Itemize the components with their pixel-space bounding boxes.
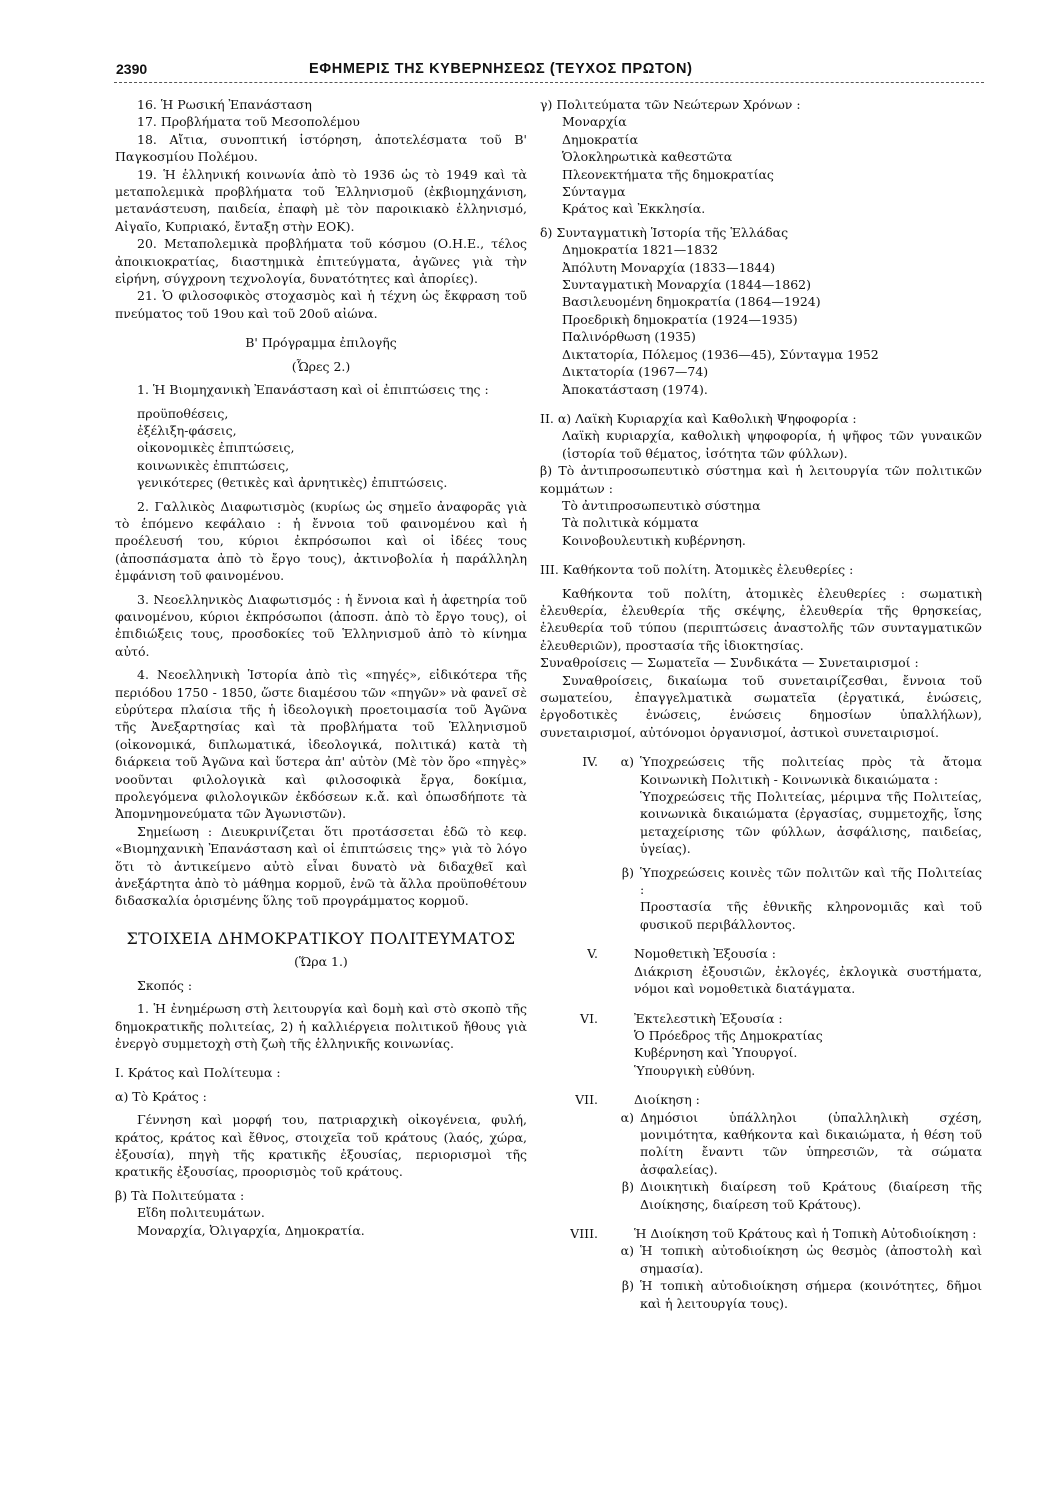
header-rule [114,82,984,83]
topic-18: 18. Αἴτια, συνοπτική ἱστόρηση, ἀποτελέσματα τοῦ Β' Παγκοσμίου Πολέμου. [115,131,527,165]
part4-alpha-title: Ὑποχρεώσεις τῆς πολιτείας πρὸς τὰ ἄτομα Κοινωνικὴ Πολιτικὴ - Κοινωνικὰ δικαιώματα : [640,754,982,787]
polity-types-list: Μοναρχία, Ὀλιγαρχία, Δημοκρατία. [137,1222,365,1238]
part5-section [540,945,982,997]
gamma-list-item: Μοναρχία [562,114,627,130]
part5-paragraph: Διάκριση ἐξουσιῶν, ἐκλογές, ἐκλογικὰ συστήματα, νόμοι καὶ νομοθετικὰ διατάγματα. [634,963,982,997]
part4-numeral: IV. [582,754,598,770]
part2-beta-title: β) Τὸ ἀντιπροσωπευτικὸ σύστημα καὶ ἡ λειτουργία τῶν πολιτικῶν κομμάτων : [540,463,982,496]
part7-numeral: VII. [575,1092,598,1108]
state-subtitle: α) Τὸ Κράτος : [115,1088,207,1104]
left-column [115,96,527,1239]
part4-alpha-mark: α) [620,754,634,770]
part6-numeral: VI. [580,1010,598,1026]
delta-list-item: Ἀπόλυτη Μοναρχία (1833—1844) [562,259,776,275]
part7-alpha-mark: α) [620,1109,634,1125]
part8-alpha-paragraph: Ἡ τοπικὴ αὐτοδιοίκηση ὡς θεσμὸς (ἀποστολὴ καὶ σημασία). [640,1243,982,1276]
page-header [114,55,984,85]
topic-16: 16. Ἡ Ρωσική Ἐπανάσταση [137,97,312,112]
part6-list-item: Ὑπουργικὴ εὐθύνη. [634,1062,756,1078]
journal-title: ΕΦΗΜΕΡΙΣ ΤΗΣ ΚΥΒΕΡΝΗΣΕΩΣ (ΤΕΥΧΟΣ ΠΡΩΤΟΝ) [309,61,693,77]
part7-beta-paragraph: Διοικητικὴ διαίρεση τοῦ Κράτους (διαίρεση τῆς Διοίκησης, διαίρεση τοῦ Κράτους). [640,1179,982,1212]
part3-paragraph: Καθήκοντα τοῦ πολίτη, ἀτομικὲς ἐλευθερίες : σωματικὴ ἐλευθερία, ἐλευθερία τῆς σκέψης, ἐλευθερία τῆς θρησκείας, ἐλευθερία τοῦ τύπου (περιπτώσεις ἀναστολῆς τῶν συνταγματικῶν ἐλευθεριῶν), προστασία τῆς ἰδιοκτησίας. [540,585,982,653]
part4-beta-mark: β) [621,864,634,880]
delta-list-item: Προεδρικὴ δημοκρατία (1924—1935) [562,311,798,327]
item2-paragraph: 2. Γαλλικὸς Διαφωτισμὸς (κυρίως ὡς σημεῖο ἀναφορᾶς γιὰ τὸ ἑπόμενο κεφάλαιο : ἡ ἔννοια τοῦ φαινομένου καὶ ἡ προέλευσή του, κύριοι ἐκπρόσωποι καὶ οἱ ἰδέες τους (ἀποσπάσματα ἀπὸ τὸ ἔργο τους), ἀκτινοβολία ἡ παράλληλη ἐμφάνιση τοῦ φαινομένου. [115,498,527,584]
item4-paragraph: 4. Νεοελληνικὴ Ἱστορία ἀπὸ τὶς «πηγές», εἰδικότερα τῆς περιόδου 1750 - 1850, ὥστε διαμέσου τῶν «πηγῶν» νὰ φανεῖ σὲ εὐρύτερα πλαίσια τῆς ἡ ἰδεολογικὴ προετοιμασία τοῦ Ἀγῶνα τῆς Ἀνεξαρτησίας καὶ τὰ προβλήματα τοῦ Ἑλληνισμοῦ (οἰκονομικά, διπλωματικά, ἰδεολογικά, πολιτικά) κατὰ τὴ διάρκεια τοῦ Ἀγῶνα καὶ ὕστερα ἀπ' αὐτὸν (Μὲ τὸν ὅρο «πηγὲς» νοοῦνται φιλολογικὰ καὶ φιλοσοφικὰ ἔργα, δοκίμια, προλεγόμενα φιλολογικῶν ἐκδόσεων κ.ἄ. καὶ ὁπωσδήποτε τὰ Ἀπομνημονεύματα τῶν Ἀγωνιστῶν). [115,667,527,822]
part4-alpha-paragraph: Ὑποχρεώσεις τῆς Πολιτείας, μέριμνα τῆς Πολιτείας, κοινωνικὰ δικαιώματα (ἐργασίας, συμμετοχῆς, ἴσης μεταχείρισης τῶν φύλλων, ἀσφάλισης, παιδείας, ὑγείας). [640,789,982,857]
polity-types-heading: Εἴδη πολιτευμάτων. [137,1205,265,1221]
delta-title: δ) Συνταγματικὴ Ἱστορία τῆς Ἑλλάδας [540,224,789,240]
part8-alpha-mark: α) [620,1243,634,1259]
part5-numeral: V. [587,946,598,962]
delta-list-item: Συνταγματικὴ Μοναρχία (1844—1862) [562,277,811,293]
item1-list-item: προϋποθέσεις, [137,405,229,421]
item3-paragraph: 3. Νεοελληνικὸς Διαφωτισμός : ἡ ἔννοια καὶ ἡ ἀφετηρία τοῦ φαινομένου, κύριοι ἐκπρόσωποι (ἀποσπ. ἀπὸ τὸ ἔργο τους), οἱ ἐπιδιώξεις τους, προσδοκίες τοῦ Ἑλληνισμοῦ ἀπὸ τὸ κίνημα αὐτό. [115,591,527,659]
part7-beta-mark: β) [621,1179,634,1195]
part6-title: Ἐκτελεστικὴ Ἐξουσία : [634,1010,783,1026]
part3-unions-paragraph: Συναθροίσεις, δικαίωμα τοῦ συνεταιρίζεσθαι, ἔννοια τοῦ σωματείου, ἐπαγγελματικὰ σωματεῖα (ἐργατικά, ἑνώσεις, ἐργοδοτικὲς ἑνώσεις, ἑνώσεις δημοσίων ὑπαλλήλων), συνεταιρισμοί, αὐτόνομοι ὀργανισμοί, ἀστικοὶ συνεταιρισμοί. [540,672,982,740]
part1-title: Ι. Κράτος καὶ Πολίτευμα : [115,1065,281,1081]
note-paragraph: Σημείωση : Διευκρινίζεται ὅτι προτάσσεται ἐδῶ τὸ κεφ. «Βιομηχανικὴ Ἐπανάσταση καὶ οἱ ἐπιπτώσεις της» γιὰ τὸ λόγο ὅτι τὸ ἀντικείμενο αὐτὸ εἶναι δυνατὸ νὰ διδαχθεῖ καὶ ἀνεξάρτητα ἀπὸ τὸ μάθημα κορμοῦ, ἐνῶ τὰ ἄλλα προϋποθέτουν διδασκαλία ὁρισμένης ὕλης τοῦ προγράμματος κορμοῦ. [115,823,527,909]
topic-20: 20. Μεταπολεμικὰ προβλήματα τοῦ κόσμου (Ο.Η.Ε., τέλος ἀποικιοκρατίας, διαστημικὰ ἐπιτεύγματα, ἀγῶνες γιὰ τὴν εἰρήνη, σύγχρονη τεχνολογία, δυνατότητες καὶ ἀπορίες). [115,236,527,287]
delta-list-item: Ἀποκατάσταση (1974). [562,381,708,397]
part3-unions-title: Συναθροίσεις — Σωματεῖα — Συνδικάτα — Συνεταιρισμοί : [540,655,919,671]
part8-beta-mark: β) [621,1278,634,1294]
part2-paragraph: Λαϊκὴ κυριαρχία, καθολικὴ ψηφοφορία, ἡ ψῆφος τῶν γυναικῶν (ἱστορία τοῦ θέματος, ἰσότητα τῶν φύλλων). [562,428,982,461]
gamma-list-item: Σύνταγμα [562,184,626,200]
gamma-list-item: Κράτος καὶ Ἐκκλησία. [562,201,706,217]
delta-list-item: Βασιλευομένη δημοκρατία (1864—1924) [562,294,821,310]
state-paragraph: Γέννηση καὶ μορφή του, πατριαρχικὴ οἰκογένεια, φυλή, κράτος, κράτος καὶ ἔθνος, στοιχεῖα τοῦ κράτους (λαός, χώρα, ἐξουσία), πηγὴ τῆς κρατικῆς ἐξουσίας, περιορισμοὶ τῆς κρατικῆς ἐξουσίας, προορισμὸς τοῦ κράτους. [115,1112,527,1180]
part3-title: ΙΙΙ. Καθήκοντα τοῦ πολίτη. Ἀτομικὲς ἐλευθερίες : [540,562,854,578]
part4-beta-paragraph: Προστασία τῆς ἐθνικῆς κληρονομιᾶς καὶ τοῦ φυσικοῦ περιβάλλοντος. [640,899,982,932]
part6-section [540,1010,982,1080]
delta-list-item: Δημοκρατία 1821—1832 [562,242,719,258]
part7-alpha-paragraph: Δημόσιοι ὑπάλληλοι (ὑπαλληλικὴ σχέση, μονιμότητα, καθήκοντα καὶ δικαιώματα, ἡ θέση τοῦ πολίτη ἔναντι τῶν ὑπηρεσιῶν, τὰ σώματα ἀσφαλείας). [640,1109,982,1177]
part8-section [540,1225,982,1312]
part6-list-item: Κυβέρνηση καὶ Ὑπουργοί. [634,1045,798,1061]
part7-title: Διοίκηση : [634,1092,700,1108]
delta-list-item: Δικτατορία, Πόλεμος (1936—45), Σύνταγμα 1952 [562,346,879,362]
item1-heading: 1. Ἡ Βιομηχανικὴ Ἐπανάσταση καὶ οἱ ἐπιπτώσεις της : [137,382,489,398]
gamma-list-item: Ὁλοκληρωτικὰ καθεστῶτα [562,149,733,165]
delta-list-item: Παλινόρθωση (1935) [562,329,696,345]
part6-list-item: Ὁ Πρόεδρος τῆς Δημοκρατίας [634,1027,823,1043]
page-number: 2390 [116,61,148,77]
section-hours: (Ὥρα 1.) [294,954,348,970]
topic-19: 19. Ἡ ἑλληνική κοινωνία ἀπὸ τὸ 1936 ὡς τὸ 1949 καὶ τὰ μεταπολεμικὰ προβλήματα τοῦ Ἑλληνισμοῦ (ἐκβιομηχάνιση, μετανάστευση, παιδεία, ἐπαφὴ μὲ τὸν παροικιακὸ ἑλληνισμό, Αἰγαῖο, Κυπριακό, ἔνταξη στὴν ΕΟΚ). [115,166,527,234]
gamma-list-item: Πλεονεκτήματα τῆς δημοκρατίας [562,166,774,182]
polity-subtitle: β) Τὰ Πολιτεύματα : [115,1187,245,1203]
program-title: Β' Πρόγραμμα ἐπιλογῆς [245,335,397,351]
part7-section [540,1091,982,1213]
part4-section [540,753,982,933]
part8-numeral: VIII. [570,1225,598,1241]
part4-beta-title: Ὑποχρεώσεις κοινὲς τῶν πολιτῶν καὶ τῆς Πολιτείας : [640,864,982,898]
part5-title: Νομοθετικὴ Ἐξουσία : [634,946,776,962]
purpose-label: Σκοπός : [137,977,193,993]
delta-list-item: Δικτατορία (1967—74) [562,364,709,380]
right-column [540,96,982,1312]
item1-list-item: γενικότερες (θετικὲς καὶ ἀρνητικὲς) ἐπιπτώσεις. [137,475,448,491]
purpose-text: 1. Ἡ ἐνημέρωση στὴ λειτουργία καὶ δομὴ καὶ στὸ σκοπὸ τῆς δημοκρατικῆς πολιτείας, 2) ἡ καλλιέργεια πολιτικοῦ ἤθους γιὰ ἐνεργὸ συμμετοχὴ στὴ ζωὴ τῆς ἑλληνικῆς κοινωνίας. [115,1001,527,1051]
part2-beta-list-item: Τὰ πολιτικὰ κόμματα [562,515,699,531]
part8-title: Ἡ Διοίκηση τοῦ Κράτους καὶ ἡ Τοπικὴ Αὐτοδιοίκηση : [634,1225,977,1241]
part8-beta-paragraph: Ἡ τοπικὴ αὐτοδιοίκηση σήμερα (κοινότητες, δῆμοι καὶ ἡ λειτουργία τους). [640,1278,982,1311]
gamma-title: γ) Πολιτεύματα τῶν Νεώτερων Χρόνων : [540,97,801,112]
program-hours: (Ὧρες 2.) [291,358,351,374]
section-title: ΣΤΟΙΧΕΙΑ ΔΗΜΟΚΡΑΤΙΚΟΥ ΠΟΛΙΤΕΥΜΑΤΟΣ [126,928,516,948]
gamma-list-item: Δημοκρατία [562,131,639,147]
topic-21: 21. Ὁ φιλοσοφικὸς στοχασμὸς καὶ ἡ τέχνη ὡς ἔκφραση τοῦ πνεύματος τοῦ 19ου καὶ τοῦ 20οῦ αἰώνα. [115,288,527,321]
topic-17: 17. Προβλήματα τοῦ Μεσοπολέμου [137,114,360,130]
item1-list-item: ἐξέλιξη-φάσεις, [137,422,237,438]
part2-beta-list-item: Κοινοβουλευτικὴ κυβέρνηση. [562,532,746,548]
item1-list-item: κοινωνικὲς ἐπιπτώσεις, [137,457,290,473]
part2-beta-list-item: Τὸ ἀντιπροσωπευτικὸ σύστημα [562,497,761,513]
part2-title: ΙΙ. α) Λαϊκὴ Κυριαρχία καὶ Καθολικὴ Ψηφοφορία : [540,410,857,426]
item1-list-item: οἰκονομικὲς ἐπιπτώσεις, [137,440,295,456]
